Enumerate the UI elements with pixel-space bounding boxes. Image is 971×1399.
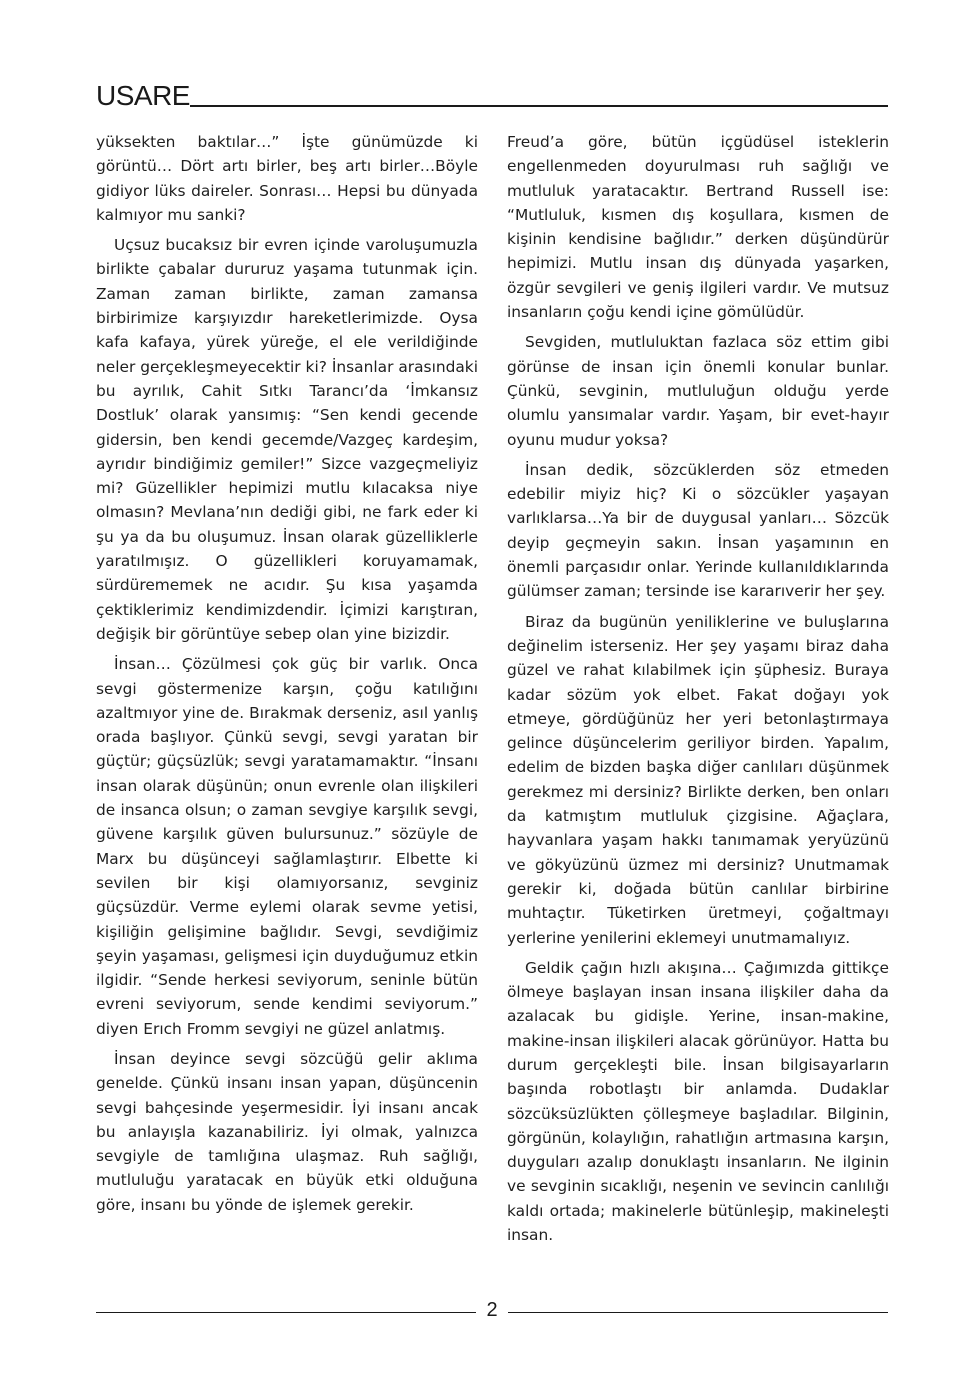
header-rule <box>190 105 888 107</box>
page-number: 2 <box>486 1299 498 1321</box>
paragraph: Freud’a göre, bütün içgüdüsel isteklerin engellenmeden doyurulması ruh sağlığı ve mutluluk yaratacaktır. Bertrand Russell ise: “Mutluluk, kısmen dış koşullara, kısmen de kişinin kendisine bağlıdır.” derken düşündürür hepimizi. Mutlu insan dış dünyada yaşarken, özgür sevgileri ve geniş ilgileri vardır. Ve mutsuz insanların çoğu kendi içine gömülüdür. <box>507 133 889 322</box>
paragraph: Sevgiden, mutluluktan fazlaca söz ettim gibi görünse de insan için önemli konular bunlar. Çünkü, sevginin, mutluluğun olduğu yerde olumlu yansımalar vardır. Yaşam, bir evet-hayır oyunu mudur yoksa? <box>507 333 889 449</box>
left-column <box>96 130 478 1223</box>
paragraph: Geldik çağın hızlı akışına… Çağımızda gittikçe ölmeye başlayan insan insana ilişkiler daha da azalacak bu gidişle. Yerine, insan-makine, makine-insan ilişkileri alacak görünüyor. Hatta bu durum gerçekleşti bile. İnsan bilgisayarların başında robotlaştı bir anlamda. Dudaklar sözcüksüzlükten çölleşmeye başladılar. Bilginin, görgünün, kolaylığın, rahatlığın artmasına karşın, duyguları azalıp donuklaştı insanların. Ne ilginin ve sevginin sıcaklığı, neşenin ve sevincin canlılığı kaldı ortada; makinelerle bütünleşip, makineleşti insan. <box>507 958 889 1245</box>
paragraph: İnsan… Çözülmesi çok güç bir varlık. Onca sevgi göstermenize karşın, çoğu katılığını azaltmıyor yine de. Bırakmak derseniz, asıl yanlış orada başlıyor. Çünkü sevgi, sevgi yaratan bir güçtür; güçsüzlük; sevgi yaratamamaktır. “İnsanı insan olarak düşünün; onun evrenle olan ilişkileri de insanca olsun; o zaman sevgiye karşılık sevgi, güvene karşılık güven bulursunuz.” sözüyle de Marx bu düşünceyi sağlamlaştırır. Elbette ki sevilen bir kişi olamıyorsanız, sevginiz güçsüzdür. Verme eylemi olarak sevme yetisi, kişiliğin gelişimine bağlıdır. Sevgi, sevdiğimiz şeyin yaşaması, gelişmesi için duyduğumuz etkin ilgidir. “Sende herkesi seviyorum, seninle bütün evreni seviyorum, sende kendimi seviyorum.” diyen Erıch Fromm sevgiyi ne güzel anlatmış. <box>96 655 478 1038</box>
page-title: USARE <box>96 80 190 111</box>
footer-rule-right <box>508 1312 888 1313</box>
paragraph: yüksekten baktılar…” İşte günümüzde ki görüntü… Dört artı birler, beş artı birler…Böyle gidiyor lüks daireler. Sonrası… Hepsi bu dünyada kalmıyor mu sanki? <box>96 133 478 224</box>
paragraph: İnsan deyince sevgi sözcüğü gelir aklıma genelde. Çünkü insanı insan yapan, düşüncenin sevgi bahçesinde yeşermesidir. İyi insanı ancak bu anlayışla kazanabiliriz. İyi olmak, yalnızca sevgiyle de tamlığına ulaşmaz. Ruh sağlığı, mutluluğu yaratacak en büyük etki olduğuna göre, insanı bu yönde de işlemek gerekir. <box>96 1049 478 1214</box>
page-header <box>96 78 888 112</box>
paragraph: Biraz da bugünün yeniliklerine ve buluşlarına değinelim isterseniz. Her şey yaşamı biraz daha güzel ve rahat kılabilmek için şüphesiz. Buraya kadar sözüm yok elbet. Fakat doğayı yok etmeye, gördüğünüz her yeri betonlaştırmaya gelince düşüncelerim geriliyor birden. Yapalım, edelim de bizden başka diğer canlıları düşünmek gerekmez mi dersiniz? Birlikte derken, ben onları da katmıştım mutluluk çizgisine. Ağaçlara, hayvanlara yaşam hakkı tanımamak yeryüzünü ve gökyüzünü üzmez mi dersiniz? Unutmamak gerekir ki, doğada bütün canlılar birbirine muhtaçtır. Tüketirken üretmeyi, çoğaltmayı yerlerine yenilerini eklemeyi unutmamalıyız. <box>507 612 889 947</box>
paragraph: İnsan dedik, sözcüklerden söz etmeden edebilir miyiz hiç? Ki o sözcükler yaşayan varlıklarsa…Ya bir de duygusal yanları… Sözcük deyip geçmeyin sakın. İnsan yaşamının en önemli parçasıdır onlar. Yerinde kullanıldıklarında gülümser zaman; tersinde ise kararıverir her şey. <box>507 460 889 601</box>
paragraph: Uçsuz bucaksız bir evren içinde varoluşumuzla birlikte çabalar dururuz yaşama tutunmak için. Zaman zaman birlikte, zaman zamansa birbirimize karşıyızdır hareketlerimizde. Oysa kafa kafaya, yürek yüreğe, el ele verildiğinde neler gerçekleşmeyecektir ki? İnsanlar arasındaki bu ayrılık, Cahit Sıtkı Tarancı’da ‘İmkansız Dostluk’ olarak yansımış: “Sen kendi gecende gidersin, ben kendi gecemde/Vazgeç kardeşim, ayrıdır bindiğimiz gemiler!” Sizce vazgeçmeliyiz mi? Güzellikler hepimizi mutlu kılacaksa niye olmasın? Mevlana’nın dediği gibi, ne fark eder ki şu ya da bu oluşumuz. İnsan olarak güzelliklerle yaratılmışız. O güzellikleri koruyamamak, sürdürememek ne acıdır. Şu kısa yaşamda çektiklerimiz kendimizdendir. İçimizi karıştıran, değişik bir görüntüye sebep olan yine bizizdir. <box>96 236 478 643</box>
page-footer <box>96 1296 888 1330</box>
right-column <box>507 130 889 1253</box>
footer-rule-left <box>96 1312 476 1313</box>
